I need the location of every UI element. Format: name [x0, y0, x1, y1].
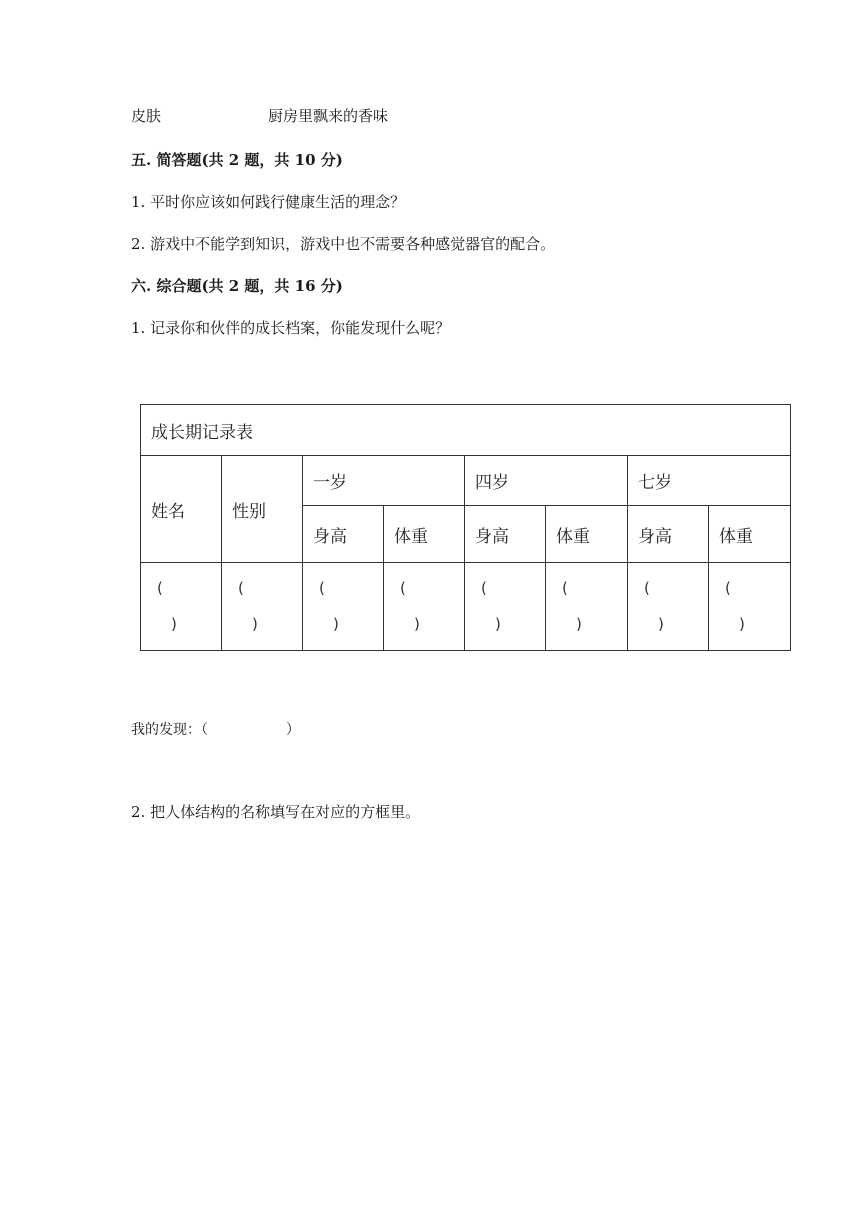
section5-heading: 五. 简答题(共 2 题，共 10 分) [131, 151, 343, 169]
finding-line[interactable] [131, 720, 300, 740]
finding-label: 我的发现：（ [131, 722, 208, 738]
blank-cell[interactable]: ( ) [628, 563, 709, 651]
header-weight: 体重 [546, 506, 628, 563]
section5-question-1: 1. 平时你应该如何践行健康生活的理念？ [131, 193, 406, 211]
blank-cell[interactable]: ( ) [303, 563, 384, 651]
header-name: 姓名 [141, 456, 222, 563]
header-height: 身高 [303, 506, 384, 563]
finding-close: ） [286, 722, 300, 738]
growth-record-table [140, 404, 791, 651]
header-weight: 体重 [709, 506, 791, 563]
section6-question-2: 2. 把人体结构的名称填写在对应的方框里。 [131, 803, 421, 821]
header-weight: 体重 [384, 506, 465, 563]
blank-cell[interactable]: ( ) [465, 563, 546, 651]
section6-heading: 六. 综合题(共 2 题，共 16 分) [131, 277, 343, 295]
header-gender: 性别 [222, 456, 303, 563]
header-age-1: 一岁 [303, 456, 465, 506]
section5-question-2: 2. 游戏中不能学到知识，游戏中也不需要各种感觉器官的配合。 [131, 235, 556, 253]
header-age-4: 四岁 [465, 456, 628, 506]
header-height: 身高 [628, 506, 709, 563]
header-height: 身高 [465, 506, 546, 563]
blank-cell[interactable]: ( ) [222, 563, 303, 651]
table-title: 成长期记录表 [141, 405, 791, 456]
section6-question-1: 1. 记录你和伙伴的成长档案，你能发现什么呢？ [131, 319, 451, 337]
blank-cell[interactable]: ( ) [141, 563, 222, 651]
blank-cell[interactable]: ( ) [546, 563, 628, 651]
match-item-left: 皮肤 [131, 107, 162, 125]
blank-cell[interactable]: ( ) [384, 563, 465, 651]
header-age-7: 七岁 [628, 456, 791, 506]
match-item-right: 厨房里飘来的香味 [268, 107, 389, 125]
blank-cell[interactable]: ( ) [709, 563, 791, 651]
